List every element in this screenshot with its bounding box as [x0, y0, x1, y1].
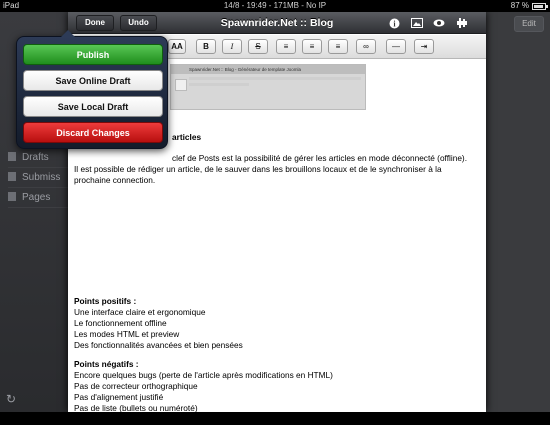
edit-button: Edit — [514, 16, 544, 32]
svg-text:i: i — [392, 19, 396, 28]
drafts-icon — [8, 152, 16, 161]
negative-item: Encore quelques bugs (perte de l'article après modifications en HTML) — [74, 370, 333, 380]
sidebar-item-submissions — [8, 168, 70, 188]
settings-icon[interactable] — [456, 17, 468, 29]
strikethrough-button[interactable]: S — [248, 39, 268, 54]
submissions-icon — [8, 172, 16, 181]
bold-button[interactable]: B — [196, 39, 216, 54]
sidebar-item-label: Drafts — [22, 152, 49, 163]
sidebar-item-label: Submiss — [22, 172, 61, 183]
sidebar-item-pages — [8, 188, 70, 208]
editor-title: Spawnrider.Net :: Blog — [220, 17, 334, 29]
italic-button[interactable]: I — [222, 39, 242, 54]
positive-item: Des fonctionnalités avancées et bien pensées — [74, 340, 243, 350]
undo-button[interactable]: Undo — [120, 15, 157, 31]
preview-eye-icon[interactable] — [433, 17, 445, 29]
save-online-draft-button[interactable]: Save Online Draft — [23, 70, 163, 91]
positives-title: Points positifs : — [74, 296, 137, 306]
negative-item: Pas d'alignement justifié — [74, 392, 164, 402]
editor-navbar — [68, 12, 486, 34]
image-icon[interactable] — [411, 17, 423, 29]
battery-icon — [532, 3, 546, 10]
positive-item: Les modes HTML et preview — [74, 329, 180, 339]
device-label: iPad — [3, 1, 20, 10]
indent-icon[interactable]: ⇥ — [414, 39, 434, 54]
embedded-screenshot-image — [170, 64, 366, 110]
horizontal-rule-icon[interactable]: — — [386, 39, 406, 54]
link-icon[interactable]: ∞ — [356, 39, 376, 54]
article-heading-fragment: articles — [172, 132, 202, 142]
preview-caption: Spawnrider.Net :: Blog - Générateur de template Joomla — [171, 65, 365, 74]
negative-item: Pas de liste (bullets ou numéroté) — [74, 403, 198, 413]
status-center-text: 14/8 - 19:49 - 171MB - No IP — [223, 1, 327, 10]
preview-thumbnail — [175, 79, 187, 91]
battery-indicator — [511, 0, 546, 12]
battery-percent: 87 % — [510, 1, 529, 10]
align-left-icon[interactable]: ≡ — [276, 39, 296, 54]
sidebar-item-drafts — [8, 148, 70, 168]
intro-paragraph-line1: clef de Posts est la possibilité de gérer les articles en mode déconnecté (offline). — [172, 153, 468, 163]
status-bar — [0, 0, 550, 12]
done-button[interactable]: Done — [76, 15, 114, 31]
intro-paragraph-line3: prochaine connection. — [74, 175, 156, 185]
publish-button[interactable]: Publish — [23, 44, 163, 65]
negatives-title: Points négatifs : — [74, 359, 139, 369]
negative-item: Le prix — [74, 414, 99, 424]
save-local-draft-button[interactable]: Save Local Draft — [23, 96, 163, 117]
info-icon[interactable] — [388, 17, 400, 29]
positive-item: Le fonctionnement offline — [74, 318, 167, 328]
negative-item: Pas de correcteur orthographique — [74, 381, 198, 391]
discard-changes-button[interactable]: Discard Changes — [23, 122, 163, 143]
publish-popover — [16, 36, 168, 149]
sidebar-item-label: Pages — [22, 192, 51, 203]
align-right-icon[interactable]: ≡ — [328, 39, 348, 54]
background-right-panel — [484, 12, 550, 412]
refresh-icon: ↻ — [6, 392, 17, 406]
align-center-icon[interactable]: ≡ — [302, 39, 322, 54]
pages-icon — [8, 192, 16, 201]
font-size-button[interactable]: AA — [168, 39, 186, 54]
intro-paragraph-line2: Il est possible de rédiger un article, de le sauver dans les brouillons locaux et de le synchroniser à la — [74, 164, 442, 174]
positive-item: Une interface claire et ergonomique — [74, 307, 206, 317]
